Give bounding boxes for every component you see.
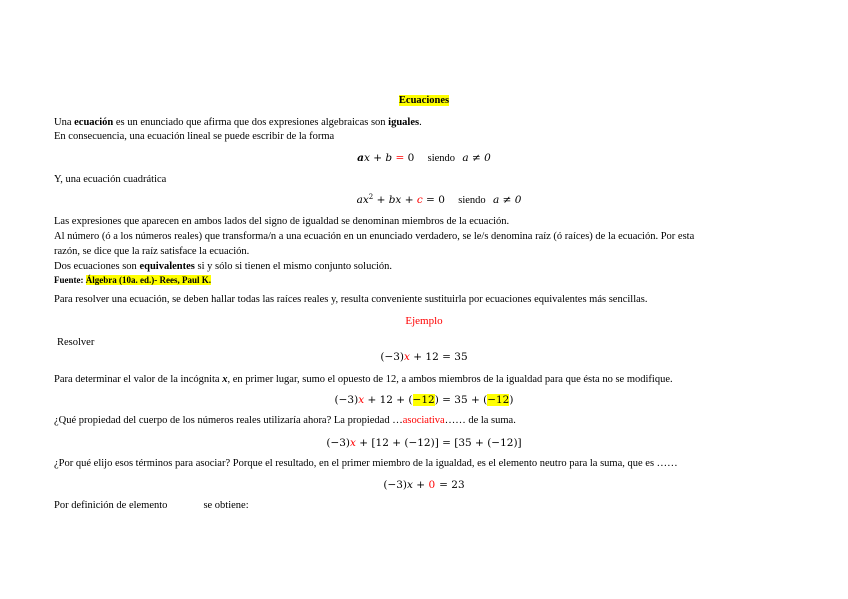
eq-quad-equals: =: [422, 194, 439, 206]
eq3-x: x: [350, 437, 356, 449]
intro-line-2: En consecuencia, una ecuación lineal se puede escribir de la forma: [54, 131, 335, 142]
step1-x: x: [222, 374, 228, 385]
eq-linear-plus: +: [369, 152, 386, 164]
q1-dots-1: …: [392, 415, 403, 426]
eq-linear-siendo: siendo: [427, 153, 456, 164]
eq-linear-equals: =: [392, 152, 408, 164]
eq4-plus: +: [412, 479, 429, 491]
q1-text-b: de la suma.: [468, 415, 516, 426]
term-iguales: iguales: [388, 117, 420, 128]
document-title: [0, 94, 848, 108]
eq-quad-siendo: siendo: [458, 195, 486, 206]
eq2-mid2: ) = 35 + (: [434, 394, 488, 406]
root-paragraph-2: razón, se dice que la raíz satisface la ecuación.: [54, 246, 250, 257]
step-1-text: [54, 373, 673, 386]
members-paragraph: Las expresiones que aparecen en ambos lados del signo de igualdad se denominan miembros de la ecuación.: [54, 216, 510, 227]
question-1: [54, 414, 516, 427]
source-label: Fuente:: [54, 275, 86, 285]
q1-text-a: ¿Qué propiedad del cuerpo de los números reales utilizaría ahora? La propiedad: [54, 415, 393, 426]
eq-linear-condition: a ≠ 0: [462, 152, 491, 164]
quadratic-intro: Y, una ecuación cuadrática: [54, 174, 167, 185]
last-text-a: Por definición de elemento: [54, 500, 168, 511]
eq1-coef: (−3): [380, 351, 405, 363]
eq-quad-condition: a ≠ 0: [493, 194, 522, 206]
title-text: Ecuaciones: [398, 95, 450, 106]
equiv-text-b: si y sólo si tienen el mismo conjunto solución.: [194, 261, 393, 272]
eq2-highlight-1: −12: [412, 394, 435, 406]
q1-answer: asociativa: [402, 415, 445, 426]
eq4-rest: = 23: [439, 479, 465, 491]
equivalent-paragraph: [54, 260, 392, 273]
step1-text-b: , en primer lugar, sumo el opuesto de 12, a ambos miembros de la igualdad para que ésta no se modifique.: [227, 374, 673, 385]
resolver-label: Resolver: [57, 337, 95, 348]
eq-linear-x: x: [363, 152, 370, 164]
eq3-rest: + [12 + (−12)] = [35 + (−12)]: [355, 437, 522, 449]
eq2-mid: + 12 + (: [364, 394, 413, 406]
equation-1: [0, 350, 848, 364]
q1-dots-2: ……: [444, 415, 469, 426]
intro-text-b: es un enunciado que afirma que dos expresiones algebraicas son: [113, 117, 389, 128]
term-ecuacion: ecuación: [74, 117, 114, 128]
eq-quad-exponent: 2: [368, 193, 374, 201]
eq4-coef: (−3): [383, 479, 408, 491]
intro-line-1: [54, 116, 422, 129]
eq-quad-c: c: [416, 194, 423, 206]
example-title: Ejemplo: [405, 315, 443, 327]
solve-intro: Para resolver una ecuación, se deben hallar todas las raíces reales y, resulta conveniente sustituirla por ecuaciones equivalentes más sencillas.: [54, 294, 648, 305]
equation-2: [0, 393, 848, 407]
quadratic-equation: [0, 193, 848, 208]
intro-text-a: Una: [54, 117, 75, 128]
eq4-x: x: [407, 479, 413, 491]
source-text: Álgebra (10a. ed.)- Rees, Paul K.: [85, 275, 211, 285]
eq2-coef: (−3): [334, 394, 359, 406]
question-2: ¿Por qué elijo esos términos para asociar? Porque el resultado, en el primer miembro de la igualdad, es el elemento neutro para la suma, que es ……: [54, 458, 678, 469]
last-line: [54, 499, 249, 512]
source-citation: [54, 274, 211, 287]
last-text-b: se obtiene:: [203, 500, 249, 511]
eq3-coef: (−3): [326, 437, 351, 449]
eq-linear-a: a: [357, 152, 364, 164]
eq2-x: x: [358, 394, 365, 406]
eq2-highlight-2: −12: [487, 394, 510, 406]
eq-quad-ax: ax: [356, 194, 369, 206]
equation-4: [0, 478, 848, 492]
eq-quad-rest: + bx +: [373, 194, 417, 206]
eq-linear-zero: 0: [407, 152, 415, 164]
linear-equation: [0, 151, 848, 166]
term-equivalentes: equivalentes: [139, 261, 195, 272]
equiv-text-a: Dos ecuaciones son: [54, 261, 140, 272]
eq2-end: ): [509, 394, 514, 406]
eq1-x: x: [404, 351, 410, 363]
eq-quad-zero: 0: [438, 194, 445, 206]
equation-3: [0, 436, 848, 450]
root-paragraph-1: Al número (ó a los números reales) que transforma/n a una ecuación en un enunciado verdadero, se le/s denomina raíz (ó raíces) de la ecuación. Por esta: [54, 231, 695, 242]
intro-text-c: .: [419, 117, 422, 128]
eq1-rest: + 12 = 35: [409, 351, 468, 363]
eq-linear-b: b: [385, 152, 393, 164]
eq4-zero: 0: [428, 479, 436, 491]
step1-text-a: Para determinar el valor de la incógnita: [54, 374, 223, 385]
